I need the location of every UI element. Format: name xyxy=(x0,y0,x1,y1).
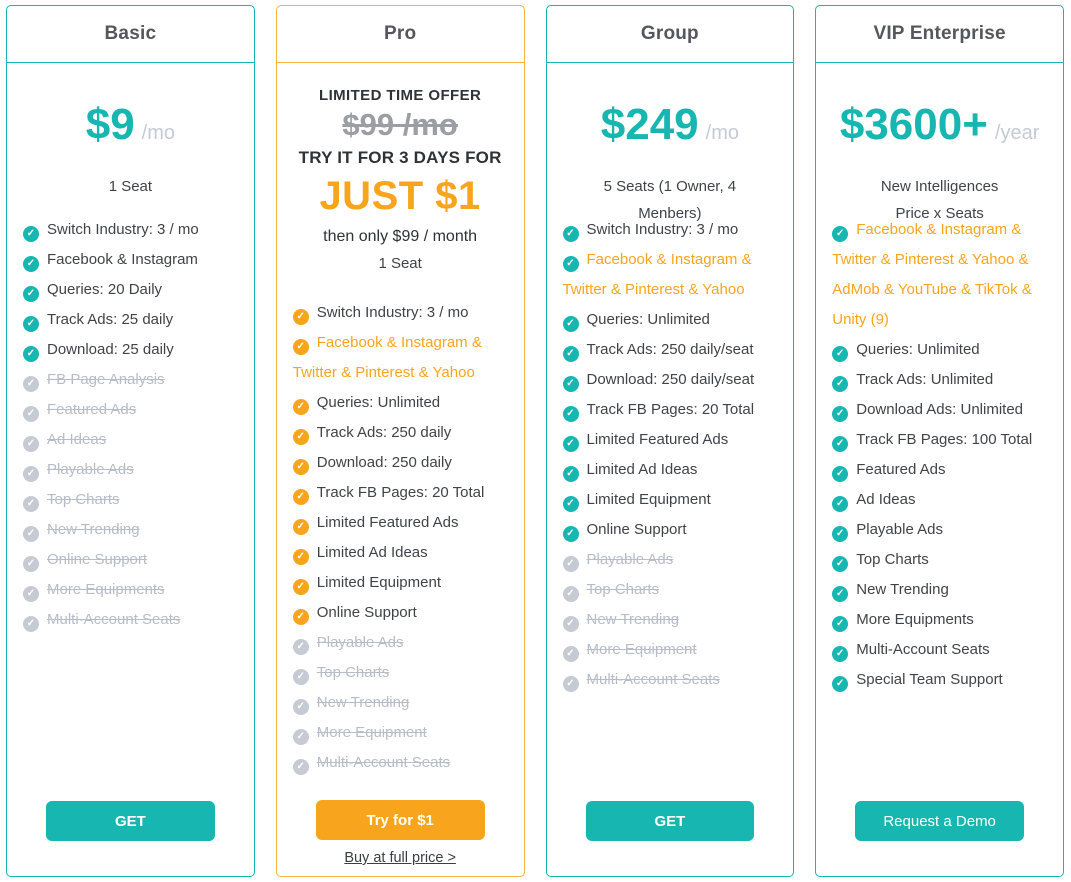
feature-list xyxy=(293,298,508,778)
feature-item xyxy=(832,635,1047,665)
feature-label: Facebook & Instagram & Twitter & Pinterest & Yahoo xyxy=(292,334,482,381)
get-button[interactable]: GET xyxy=(586,801,755,841)
check-icon: ✓ xyxy=(23,616,39,632)
feature-label: Special Team Support xyxy=(856,671,1003,688)
promo-trial-price: JUST $1 xyxy=(319,174,481,218)
feature-label: Download: 250 daily/seat xyxy=(586,371,755,388)
feature-item xyxy=(832,605,1047,635)
buy-full-price-link[interactable]: Buy at full price > xyxy=(344,850,456,866)
feature-label: Switch Industry: 3 / mo xyxy=(316,304,469,321)
feature-item xyxy=(23,575,238,605)
seats-info: 1 Seat xyxy=(378,255,422,272)
feature-item xyxy=(563,665,778,695)
check-icon: ✓ xyxy=(832,556,848,572)
feature-item xyxy=(832,485,1047,515)
feature-item xyxy=(23,335,238,365)
feature-item xyxy=(563,605,778,635)
feature-label: Track Ads: 250 daily/seat xyxy=(586,341,754,358)
feature-label: Multi-Account Seats xyxy=(316,754,451,771)
feature-item xyxy=(293,748,508,778)
check-icon: ✓ xyxy=(293,759,309,775)
feature-item xyxy=(832,425,1047,455)
feature-label: Ad Ideas xyxy=(856,491,916,508)
plan-body xyxy=(7,63,254,876)
plan-card-vip xyxy=(815,5,1064,877)
promo-after-trial: then only $99 / month xyxy=(323,228,478,245)
feature-label: Multi-Account Seats xyxy=(586,671,720,688)
check-icon: ✓ xyxy=(23,346,39,362)
feature-label: More Equipments xyxy=(856,611,974,628)
check-icon: ✓ xyxy=(23,376,39,392)
feature-label: Download Ads: Unlimited xyxy=(856,401,1024,418)
feature-label: Playable Ads xyxy=(586,551,674,568)
feature-item xyxy=(563,395,778,425)
check-icon: ✓ xyxy=(832,496,848,512)
feature-label: Top Charts xyxy=(316,664,390,681)
plan-footer xyxy=(832,801,1047,876)
get-button[interactable]: GET xyxy=(46,801,215,841)
feature-item xyxy=(23,275,238,305)
price-area xyxy=(832,63,1047,222)
feature-item xyxy=(563,305,778,335)
feature-item xyxy=(563,635,778,665)
feature-label: More Equipments xyxy=(47,581,165,598)
feature-item xyxy=(23,545,238,575)
feature-item xyxy=(293,718,508,748)
check-icon: ✓ xyxy=(293,459,309,475)
try-for-1-button[interactable]: Try for $1 xyxy=(316,800,485,840)
feature-label: Limited Equipment xyxy=(316,574,441,591)
plan-body xyxy=(277,63,524,876)
plan-title: VIP Enterprise xyxy=(873,23,1006,44)
feature-item xyxy=(23,215,238,245)
feature-label: Top Charts xyxy=(586,581,660,598)
feature-item xyxy=(293,388,508,418)
feature-item xyxy=(832,665,1047,695)
feature-item xyxy=(23,245,238,275)
check-icon: ✓ xyxy=(293,579,309,595)
feature-item xyxy=(23,305,238,335)
seats-info xyxy=(23,173,238,200)
feature-item xyxy=(832,215,1047,335)
plan-header xyxy=(277,6,524,63)
feature-label: Track Ads: 250 daily xyxy=(316,424,452,441)
feature-item xyxy=(563,575,778,605)
check-icon: ✓ xyxy=(293,519,309,535)
feature-item xyxy=(563,545,778,575)
promo-trial-label: TRY IT FOR 3 DAYS FOR xyxy=(298,148,502,167)
check-icon: ✓ xyxy=(293,399,309,415)
feature-label: Facebook & Instagram & Twitter & Pinterest & Yahoo & AdMob & YouTube & TikTok & Unity (9) xyxy=(832,221,1032,328)
check-icon: ✓ xyxy=(563,436,579,452)
promo-area xyxy=(293,63,508,298)
feature-label: Playable Ads xyxy=(856,521,943,538)
feature-label: Ad Ideas xyxy=(47,431,107,448)
feature-item xyxy=(293,568,508,598)
plan-card-basic xyxy=(6,5,255,877)
feature-label: Multi-Account Seats xyxy=(856,641,990,658)
check-icon: ✓ xyxy=(23,496,39,512)
seats-info-line: 1 Seat xyxy=(108,178,153,195)
price-line xyxy=(832,101,1047,159)
plan-footer xyxy=(23,801,238,876)
feature-item xyxy=(563,365,778,395)
feature-label: Online Support xyxy=(47,551,148,568)
feature-item xyxy=(832,545,1047,575)
check-icon: ✓ xyxy=(293,309,309,325)
feature-label: Queries: Unlimited xyxy=(856,341,980,358)
plan-footer xyxy=(563,801,778,876)
check-icon: ✓ xyxy=(563,376,579,392)
feature-label: More Equipment xyxy=(316,724,427,741)
feature-item xyxy=(563,245,778,305)
feature-label: Top Charts xyxy=(47,491,120,508)
check-icon: ✓ xyxy=(23,526,39,542)
feature-label: More Equipment xyxy=(586,641,697,658)
check-icon: ✓ xyxy=(23,466,39,482)
feature-item xyxy=(563,335,778,365)
feature-item xyxy=(23,395,238,425)
plan-card-group xyxy=(546,5,795,877)
check-icon: ✓ xyxy=(563,556,579,572)
feature-item xyxy=(832,365,1047,395)
feature-label: FB Page Analysis xyxy=(47,371,165,388)
check-icon: ✓ xyxy=(293,609,309,625)
check-icon: ✓ xyxy=(23,586,39,602)
check-icon: ✓ xyxy=(563,676,579,692)
check-icon: ✓ xyxy=(563,406,579,422)
price-period: /mo xyxy=(141,122,176,144)
plan-title: Pro xyxy=(383,23,417,44)
price-line xyxy=(23,101,238,159)
check-icon: ✓ xyxy=(832,436,848,452)
feature-item xyxy=(23,605,238,635)
feature-item xyxy=(293,658,508,688)
feature-item xyxy=(293,298,508,328)
feature-list xyxy=(563,215,778,695)
check-icon: ✓ xyxy=(832,466,848,482)
check-icon: ✓ xyxy=(293,729,309,745)
check-icon: ✓ xyxy=(293,489,309,505)
promo-old-price: $99 /mo xyxy=(342,107,458,142)
feature-label: Track Ads: 25 daily xyxy=(47,311,174,328)
feature-label: Limited Equipment xyxy=(586,491,711,508)
check-icon: ✓ xyxy=(563,226,579,242)
check-icon: ✓ xyxy=(23,316,39,332)
feature-label: Limited Ad Ideas xyxy=(316,544,428,561)
feature-label: Track FB Pages: 100 Total xyxy=(856,431,1033,448)
feature-item xyxy=(293,628,508,658)
feature-label: Track FB Pages: 20 Total xyxy=(586,401,755,418)
check-icon: ✓ xyxy=(293,699,309,715)
feature-label: Facebook & Instagram xyxy=(47,251,198,268)
feature-label: Online Support xyxy=(586,521,687,538)
feature-item xyxy=(293,538,508,568)
plan-header xyxy=(7,6,254,63)
feature-item xyxy=(563,215,778,245)
feature-label: Top Charts xyxy=(856,551,929,568)
check-icon: ✓ xyxy=(563,466,579,482)
feature-item xyxy=(563,455,778,485)
plan-card-pro xyxy=(276,5,525,877)
plan-title: Basic xyxy=(104,23,157,44)
feature-item xyxy=(293,478,508,508)
feature-label: Multi-Account Seats xyxy=(47,611,181,628)
promo-offer-label: LIMITED TIME OFFER xyxy=(319,87,482,104)
seats-info-line: Price x Seats xyxy=(895,205,984,222)
feature-label: Online Support xyxy=(316,604,417,621)
check-icon: ✓ xyxy=(832,346,848,362)
check-icon: ✓ xyxy=(293,669,309,685)
check-icon: ✓ xyxy=(832,526,848,542)
price-period: /year xyxy=(994,122,1040,144)
check-icon: ✓ xyxy=(832,406,848,422)
feature-item xyxy=(23,515,238,545)
price-area xyxy=(23,63,238,215)
price-period: /mo xyxy=(705,122,739,144)
check-icon: ✓ xyxy=(23,286,39,302)
feature-label: Featured Ads xyxy=(47,401,137,418)
price-line xyxy=(563,101,778,159)
feature-item xyxy=(23,485,238,515)
plan-body xyxy=(816,63,1063,876)
plan-footer xyxy=(293,800,508,876)
check-icon: ✓ xyxy=(832,646,848,662)
feature-label: Download: 250 daily xyxy=(316,454,452,471)
feature-item xyxy=(832,395,1047,425)
feature-label: Track Ads: Unlimited xyxy=(856,371,994,388)
feature-item xyxy=(832,455,1047,485)
feature-label: Queries: Unlimited xyxy=(586,311,710,328)
feature-label: Limited Featured Ads xyxy=(586,431,729,448)
feature-label: Playable Ads xyxy=(316,634,404,651)
feature-label: New Trending xyxy=(586,611,680,628)
feature-item xyxy=(293,448,508,478)
check-icon: ✓ xyxy=(293,549,309,565)
check-icon: ✓ xyxy=(563,526,579,542)
check-icon: ✓ xyxy=(563,316,579,332)
feature-label: Switch Industry: 3 / mo xyxy=(47,221,199,238)
plan-header xyxy=(547,6,794,63)
feature-item xyxy=(293,418,508,448)
feature-label: Featured Ads xyxy=(856,461,946,478)
check-icon: ✓ xyxy=(832,616,848,632)
feature-item xyxy=(293,328,508,388)
feature-item xyxy=(563,515,778,545)
check-icon: ✓ xyxy=(832,676,848,692)
check-icon: ✓ xyxy=(563,346,579,362)
check-icon: ✓ xyxy=(563,256,579,272)
plan-header xyxy=(816,6,1063,63)
check-icon: ✓ xyxy=(832,586,848,602)
feature-item xyxy=(23,455,238,485)
check-icon: ✓ xyxy=(563,586,579,602)
feature-item xyxy=(293,508,508,538)
feature-item xyxy=(563,425,778,455)
check-icon: ✓ xyxy=(293,429,309,445)
check-icon: ✓ xyxy=(23,436,39,452)
feature-label: Limited Featured Ads xyxy=(316,514,459,531)
price-amount: $249 xyxy=(600,100,699,149)
feature-item xyxy=(832,575,1047,605)
feature-item xyxy=(293,598,508,628)
check-icon: ✓ xyxy=(832,376,848,392)
feature-label: Track FB Pages: 20 Total xyxy=(316,484,485,501)
price-area xyxy=(563,63,778,222)
feature-item xyxy=(563,485,778,515)
check-icon: ✓ xyxy=(832,226,848,242)
check-icon: ✓ xyxy=(563,616,579,632)
feature-label: Limited Ad Ideas xyxy=(586,461,698,478)
feature-label: Facebook & Instagram & Twitter & Pinterest & Yahoo xyxy=(562,251,752,298)
feature-item xyxy=(293,688,508,718)
feature-list xyxy=(832,215,1047,695)
price-amount: $3600+ xyxy=(839,100,988,149)
seats-info-line: 5 Seats (1 Owner, 4 xyxy=(603,178,737,195)
feature-list xyxy=(23,215,238,635)
feature-label: Switch Industry: 3 / mo xyxy=(586,221,739,238)
check-icon: ✓ xyxy=(23,406,39,422)
feature-item xyxy=(832,335,1047,365)
check-icon: ✓ xyxy=(23,256,39,272)
request-demo-button[interactable]: Request a Demo xyxy=(855,801,1024,841)
plan-body xyxy=(547,63,794,876)
feature-label: Playable Ads xyxy=(47,461,134,478)
feature-item xyxy=(23,425,238,455)
feature-item xyxy=(832,515,1047,545)
seats-info-line: New Intelligences xyxy=(880,178,999,195)
check-icon: ✓ xyxy=(293,339,309,355)
feature-label: New Trending xyxy=(316,694,410,711)
feature-label: New Trending xyxy=(856,581,949,598)
feature-item xyxy=(23,365,238,395)
check-icon: ✓ xyxy=(23,556,39,572)
check-icon: ✓ xyxy=(293,639,309,655)
feature-label: New Trending xyxy=(47,521,140,538)
check-icon: ✓ xyxy=(23,226,39,242)
check-icon: ✓ xyxy=(563,646,579,662)
price-amount: $9 xyxy=(85,100,135,149)
plan-title: Group xyxy=(640,23,699,44)
feature-label: Queries: Unlimited xyxy=(316,394,441,411)
feature-label: Queries: 20 Daily xyxy=(47,281,163,298)
seats-info-line: Menbers) xyxy=(638,205,702,222)
check-icon: ✓ xyxy=(563,496,579,512)
feature-label: Download: 25 daily xyxy=(47,341,174,358)
